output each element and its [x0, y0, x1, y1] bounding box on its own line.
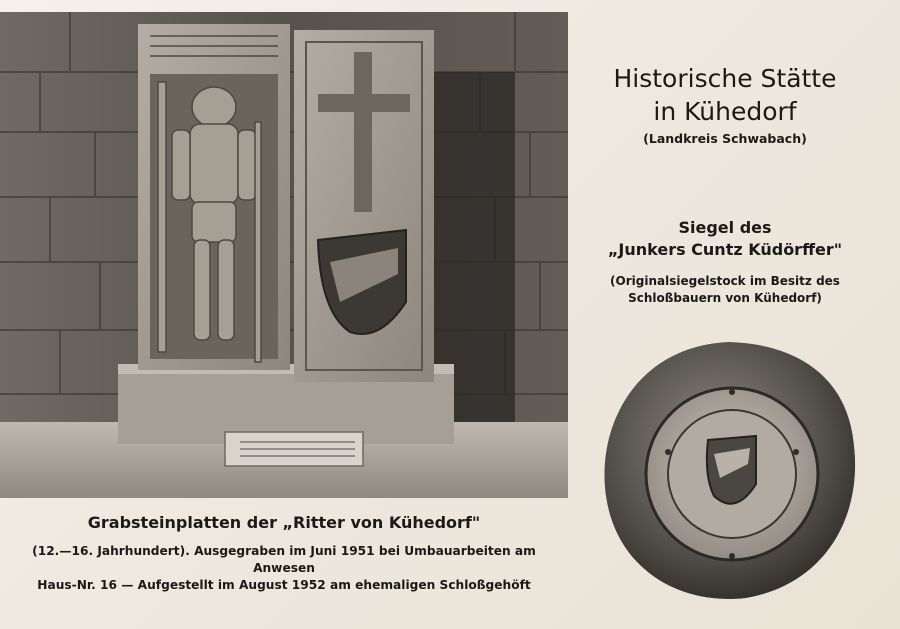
seal-heading-line-2: „Junkers Cuntz Küdörffer": [607, 240, 843, 259]
photo-caption-title: Grabsteinplatten der „Ritter von Kühedorf": [87, 513, 481, 532]
title-line-2: in Kühedorf: [653, 97, 797, 126]
tombstone-photo: [0, 12, 568, 498]
seal-note-line-2: Schloßbauern von Kühedorf): [628, 291, 822, 305]
seal-heading: [575, 217, 875, 261]
photo-caption-line-1: (12.—16. Jahrhundert). Ausgegraben im Juni 1951 bei Umbauarbeiten am Anwesen: [32, 544, 536, 575]
seal-image: [596, 336, 862, 604]
photo-caption-line-2: Haus-Nr. 16 — Aufgestellt im August 1952 am ehemaligen Schloßgehöft: [37, 578, 531, 592]
seal-note-line-1: (Originalsiegelstock im Besitz des: [610, 274, 840, 288]
seal-note: [575, 273, 875, 307]
subtitle: (Landkreis Schwabach): [643, 131, 807, 146]
photo-caption-text: [0, 543, 568, 594]
seal-heading-line-1: Siegel des: [678, 218, 772, 237]
page-title: [585, 62, 865, 128]
title-line-1: Historische Stätte: [613, 64, 837, 93]
